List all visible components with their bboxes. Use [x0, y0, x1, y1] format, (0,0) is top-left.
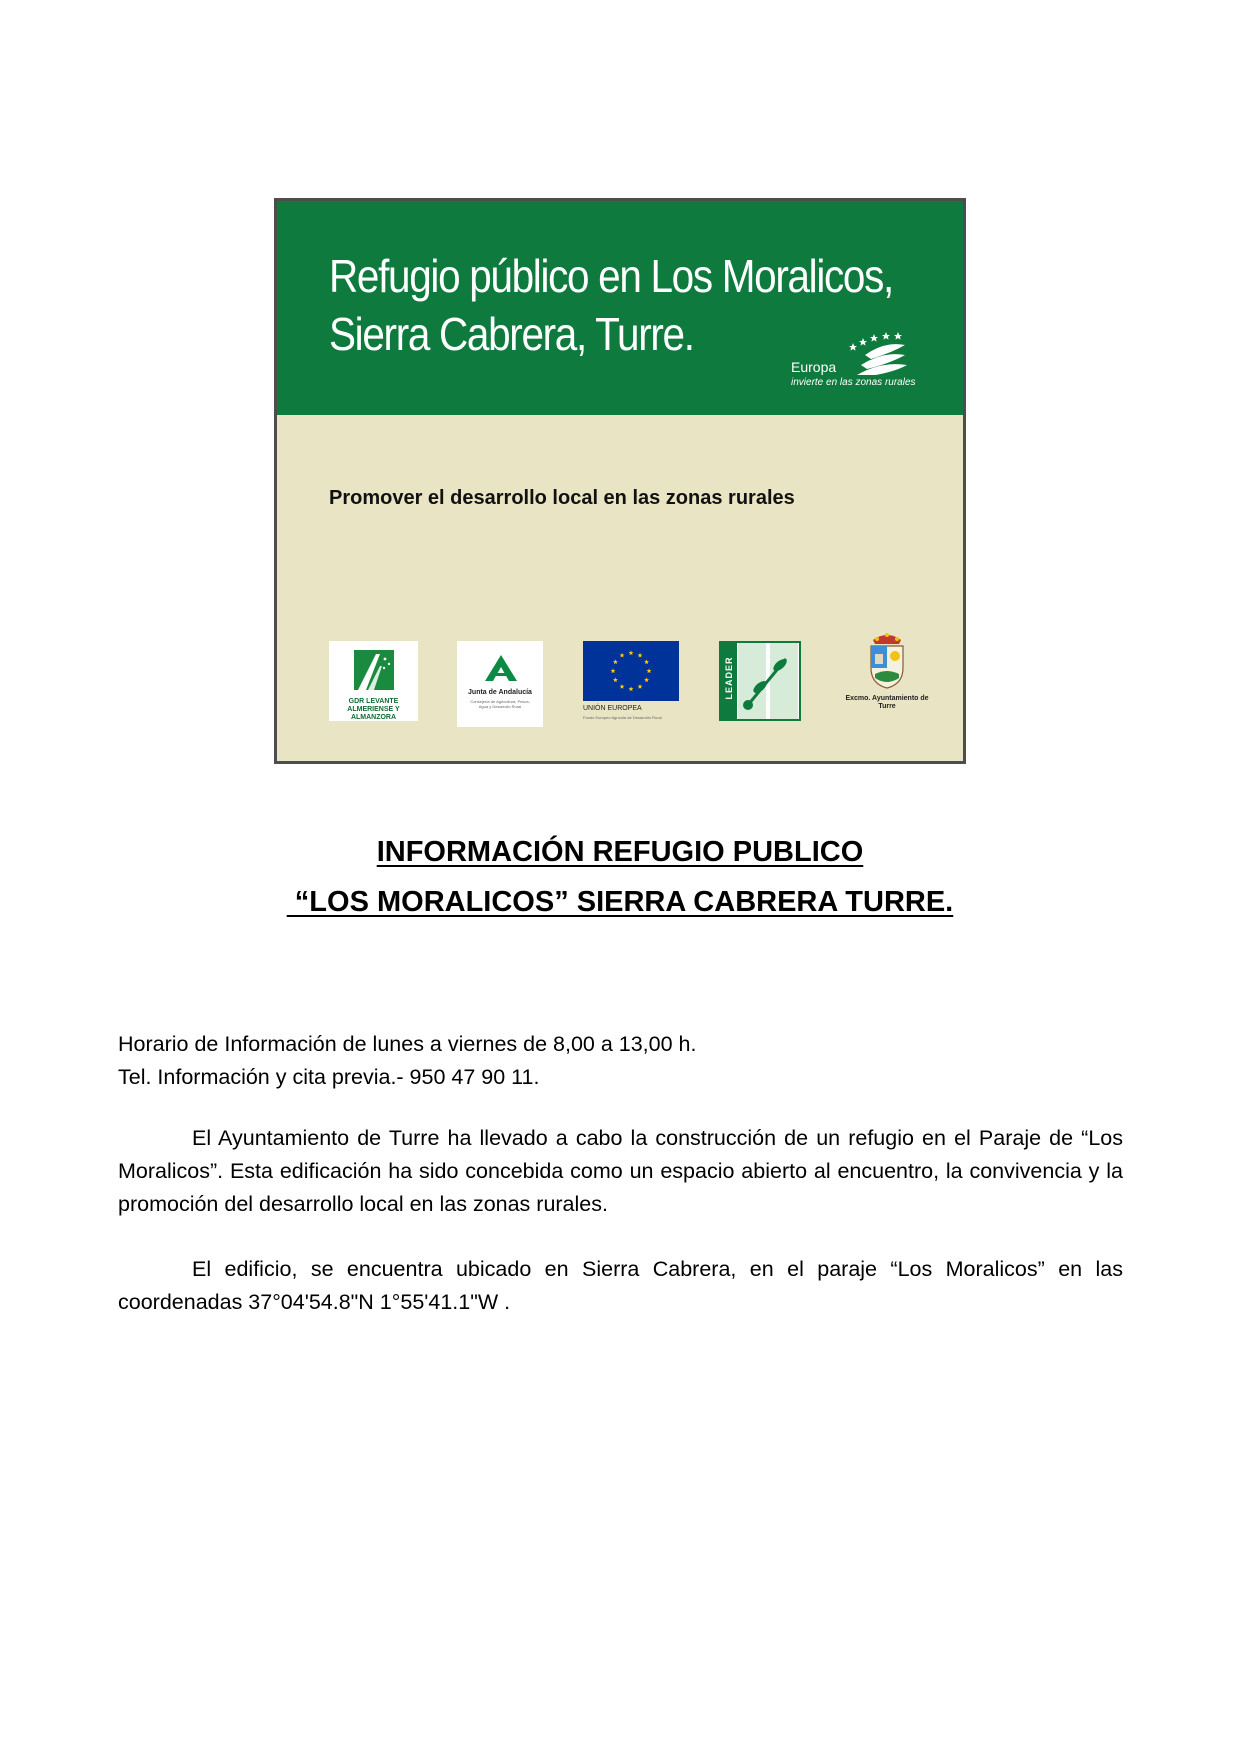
paragraph-construction: El Ayuntamiento de Turre ha llevado a cabo la construcción de un refugio en el Paraje de “Los Moralicos”. Esta edificación ha sido concebida como un espacio abierto al encuentro, la convivencia y la promoción del desarrollo local en las zonas rurales. — [118, 1126, 1123, 1216]
leader-logo — [719, 641, 801, 721]
info-schedule: Horario de Información de lunes a viernes de 8,00 a 13,00 h. — [118, 1032, 697, 1056]
leader-leaf-icon — [737, 643, 799, 719]
europa-stars-icon — [847, 329, 907, 375]
europa-tagline: invierte en las zonas rurales — [791, 377, 916, 388]
junta-andalucia-logo — [457, 641, 543, 727]
poster-title-line1: Refugio público en Los Moralicos, — [329, 250, 893, 302]
paragraph-location: El edificio, se encuentra ubicado en Sierra Cabrera, en el paraje “Los Moralicos” en las coordenadas 37°04'54.8"N 1°55'41.1"W . — [118, 1257, 1123, 1314]
turre-coat-of-arms-icon — [867, 629, 907, 691]
junta-subcaption: Consejería de Agricultura, Pesca, Agua y Desarrollo Rural — [470, 699, 530, 709]
info-phone: Tel. Información y cita previa.- 950 47 90 11. — [118, 1065, 540, 1089]
gdr-caption: GDR LEVANTE ALMERIENSE Y ALMANZORA — [347, 698, 400, 721]
turre-caption: Excmo. Ayuntamiento de Turre — [845, 695, 929, 710]
eu-caption: UNIÓN EUROPEA — [583, 705, 642, 712]
leader-caption: LEADER — [724, 656, 734, 700]
turre-logo — [837, 629, 937, 725]
eu-flag-icon — [583, 641, 679, 701]
eu-subcaption: Fondo Europeo Agrícola de Desarrollo Rural — [583, 715, 662, 720]
junta-caption: Junta de Andalucía — [468, 689, 532, 696]
poster-title-line2: Sierra Cabrera, Turre. — [329, 308, 694, 360]
page-heading-line1: INFORMACIÓN REFUGIO PUBLICO — [376, 836, 864, 868]
eu-logo — [583, 641, 679, 723]
europa-word: Europa — [791, 359, 837, 375]
poster-banner — [277, 201, 963, 415]
project-poster — [274, 198, 966, 764]
europa-brand — [791, 329, 951, 399]
page-heading-line2: “LOS MORALICOS” SIERRA CABRERA TURRE. — [286, 886, 954, 918]
gdr-emblem-icon — [354, 649, 394, 691]
poster-slogan: Promover el desarrollo local en las zonas rurales — [329, 487, 795, 509]
gdr-levante-logo — [329, 641, 418, 721]
junta-andalucia-icon — [481, 653, 521, 683]
